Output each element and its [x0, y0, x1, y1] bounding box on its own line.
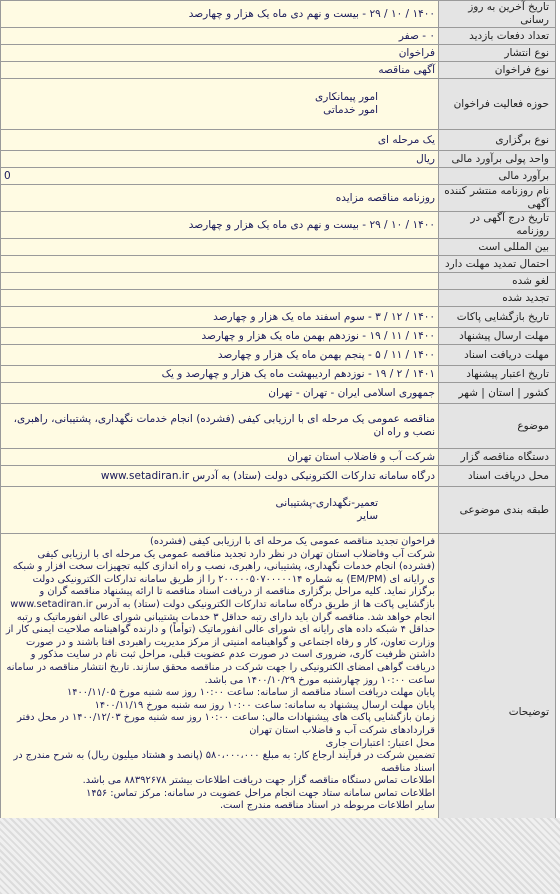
value-extension [1, 256, 439, 273]
row-canceled [1, 273, 556, 290]
category-line-2: سایر [357, 510, 378, 522]
value-holding-type: یک مرحله ای [1, 130, 439, 151]
label-submit-deadline: مهلت ارسال پیشنهاد [439, 328, 556, 345]
value-organizer: شرکت آب و فاضلاب استان تهران [1, 449, 439, 466]
row-views [1, 28, 556, 45]
description-line-10: سایر اطلاعات مربوطه در اسناد مناقصه مندرج است. [219, 800, 435, 812]
value-doc-place: درگاه سامانه تدارکات الکترونیکی دولت (ستاد) به آدرس www.setadiran.ir [1, 466, 439, 487]
label-estimate: برآورد مالی [439, 168, 556, 185]
value-subject: مناقصه عمومی یک مرحله ای با ارزیابی کیفی (فشرده) انجام خدمات نگهداری، پشتیبانی، راهبری، نصب و راه ان [1, 404, 439, 449]
row-currency [1, 151, 556, 168]
label-international: بین المللی است [439, 239, 556, 256]
value-publish-type: فراخوان [1, 45, 439, 62]
description-line-4: پایان مهلت ارسال پیشنهاد به سامانه: ساعت ۱۰:۰۰ روز سه شنبه مورخ ۱۴۰۰/۱۱/۱۹ [94, 699, 435, 711]
value-newspaper: روزنامه مناقصه مزایده [1, 185, 439, 212]
value-validity: ۱۴۰۱ / ۲ / ۱۹ - نوزدهم اردیبهشت ماه یک هزار و چهارصد و یک [1, 366, 439, 383]
label-newspaper-date: تاریخ درج آگهی در روزنامه [439, 212, 556, 239]
label-organizer: دستگاه مناقصه گزار [439, 449, 556, 466]
row-call-type [1, 62, 556, 79]
activity-domain-line-2: امور خدماتی [323, 104, 378, 116]
description-line-9: اطلاعات تماس سامانه ستاد جهت انجام مراحل عضویت در سامانه: مرکز تماس: ۱۴۵۶ [86, 787, 435, 799]
row-subject [1, 404, 556, 449]
label-validity: تاریخ اعتبار پیشنهاد [439, 366, 556, 383]
row-extension [1, 256, 556, 273]
label-location: کشور | استان | شهر [439, 383, 556, 404]
row-estimate [1, 168, 556, 185]
label-doc-deadline: مهلت دریافت اسناد [439, 345, 556, 366]
label-extension: احتمال تمدید مهلت دارد [439, 256, 556, 273]
row-category [1, 487, 556, 534]
row-doc-place [1, 466, 556, 487]
label-category: طبقه بندی موضوعی [439, 487, 556, 534]
label-renewed: تجدید شده [439, 290, 556, 307]
label-call-type: نوع فراخوان [439, 62, 556, 79]
value-renewed [1, 290, 439, 307]
value-category [1, 487, 439, 534]
value-submit-deadline: ۱۴۰۰ / ۱۱ / ۱۹ - نوزدهم بهمن ماه یک هزار و چهارصد [1, 328, 439, 345]
description-line-5: زمان بازگشایی پاکت های پیشنهادات مالی: ساعت ۱۰:۰۰ روز سه شنبه مورخ ۱۴۰۰/۱۲/۰۳ در محل دفتر قراردادهای شرکت آب و فاضلاب استان تهران [17, 712, 435, 736]
row-renewed [1, 290, 556, 307]
row-newspaper-date [1, 212, 556, 239]
footer-pattern-band [0, 818, 560, 894]
row-international [1, 239, 556, 256]
description-line-2: شرکت آب وفاضلاب استان تهران در نظر دارد تجدید مناقصه عمومی یک مرحله ای با ارزیابی کیفی (فشرده) انجام خدمات نگهداری، پشتیبانی، راهبری، نصب و راه اندازی کلیه تجهیزات سخت افزار و شبکه ی رایانه ای (EM/PM) به شماره ۲۰۰۰۰۰۵۰۷۰۰۰۰۰۱۴ را از طریق سامانه تدارکات الکترونیکی دولت برگزار نماید. کلیه مراحل برگزاری مناقصه از دریافت اسناد مناقصه تا ارائه پیشنهاد مناقصه گران و بازگشایی پاکت ها از طریق درگاه سامانه تدارکات الکترونیکی دولت (ستاد) به آدرس www.setadiran.ir انجام خواهد شد. مناقصه گران باید دارای رتبه حداقل ۳ خدمات پشتیبانی شورای عالی انفورماتیک و رتبه حداقل ۴ شبکه داده های رایانه ای شورای عالی انفورماتیک (توأماً) و دارنده گواهینامه صلاحیت ایمنی کار از وزارت تعاون، کار و رفاه اجتماعی و گواهینامه امنیتی از مرکز مدیریت راهبردی افتا باشند و در صورت داشتن ظرفیت کاری، ضروری است در صورت عدم عضویت قبلی، مراحل ثبت نام در سایت مذکور و دریافت گواهی امضای الکترونیکی را جهت شرکت در مناقصه محقق سازند. تاریخ انتشار مناقصه در سامانه ساعت ۱۰:۰۰ روز چهارشنبه مورخ ۱۴۰۰/۱۰/۲۹ می باشد. [5, 548, 435, 686]
value-activity-domain [1, 79, 439, 130]
value-views: ۰ - صفر [1, 28, 439, 45]
description-line-3: پایان مهلت دریافت اسناد مناقصه از سامانه: ساعت ۱۰:۰۰ روز سه شنبه مورخ ۱۴۰۰/۱۱/۰۵ [67, 687, 435, 699]
label-currency: واحد پولی برآورد مالی [439, 151, 556, 168]
value-call-type: آگهی مناقصه [1, 62, 439, 79]
value-estimate: 0 [1, 168, 439, 185]
label-doc-place: محل دریافت اسناد [439, 466, 556, 487]
label-views: تعداد دفعات بازدید [439, 28, 556, 45]
row-publish-type [1, 45, 556, 62]
value-location: جمهوری اسلامی ایران - تهران - تهران [1, 383, 439, 404]
value-canceled [1, 273, 439, 290]
label-newspaper: نام روزنامه منتشر کننده آگهی [439, 185, 556, 212]
description-line-8: اطلاعات تماس دستگاه مناقصه گزار جهت دریافت اطلاعات بیشتر ۸۸۳۹۲۶۷۸ می باشد. [82, 775, 435, 787]
row-location [1, 383, 556, 404]
description-line-1: فراخوان تجدید مناقصه عمومی یک مرحله ای با ارزیابی کیفی (فشرده) [150, 536, 435, 547]
row-newspaper [1, 185, 556, 212]
value-newspaper-date: ۱۴۰۰ / ۱۰ / ۲۹ - بیست و نهم دی ماه یک هزار و چهارصد [1, 212, 439, 239]
label-publish-type: نوع انتشار [439, 45, 556, 62]
row-open-date [1, 307, 556, 328]
value-international [1, 239, 439, 256]
row-validity [1, 366, 556, 383]
row-organizer [1, 449, 556, 466]
label-open-date: تاریخ بازگشایی پاکات [439, 307, 556, 328]
label-last-update: تاریخ آخرین به روز رسانی [439, 1, 556, 28]
label-holding-type: نوع برگزاری [439, 130, 556, 151]
row-last-update [1, 1, 556, 28]
row-holding-type [1, 130, 556, 151]
row-submit-deadline [1, 328, 556, 345]
label-activity-domain: حوزه فعالیت فراخوان [439, 79, 556, 130]
category-line-1: تعمیر-نگهداری-پشتیبانی [275, 497, 378, 509]
value-currency: ریال [1, 151, 439, 168]
activity-domain-line-1: امور پیمانکاری [315, 91, 378, 103]
label-description: توضیحات [439, 534, 556, 891]
label-canceled: لغو شده [439, 273, 556, 290]
description-line-7: تضمین شرکت در فرآیند ارجاع کار: به مبلغ ۵۸۰،۰۰۰،۰۰۰ (پانصد و هشتاد میلیون ریال) به شرح مندرج در اسناد مناقصه [13, 750, 435, 774]
value-doc-deadline: ۱۴۰۰ / ۱۱ / ۵ - پنجم بهمن ماه یک هزار و چهارصد [1, 345, 439, 366]
description-line-6: محل اعتبار: اعتبارات جاری [325, 737, 435, 749]
label-subject: موضوع [439, 404, 556, 449]
value-last-update: ۱۴۰۰ / ۱۰ / ۲۹ - بیست و نهم دی ماه یک هزار و چهارصد [1, 1, 439, 28]
row-activity-domain [1, 79, 556, 130]
row-doc-deadline [1, 345, 556, 366]
value-open-date: ۱۴۰۰ / ۱۲ / ۳ - سوم اسفند ماه یک هزار و چهارصد [1, 307, 439, 328]
